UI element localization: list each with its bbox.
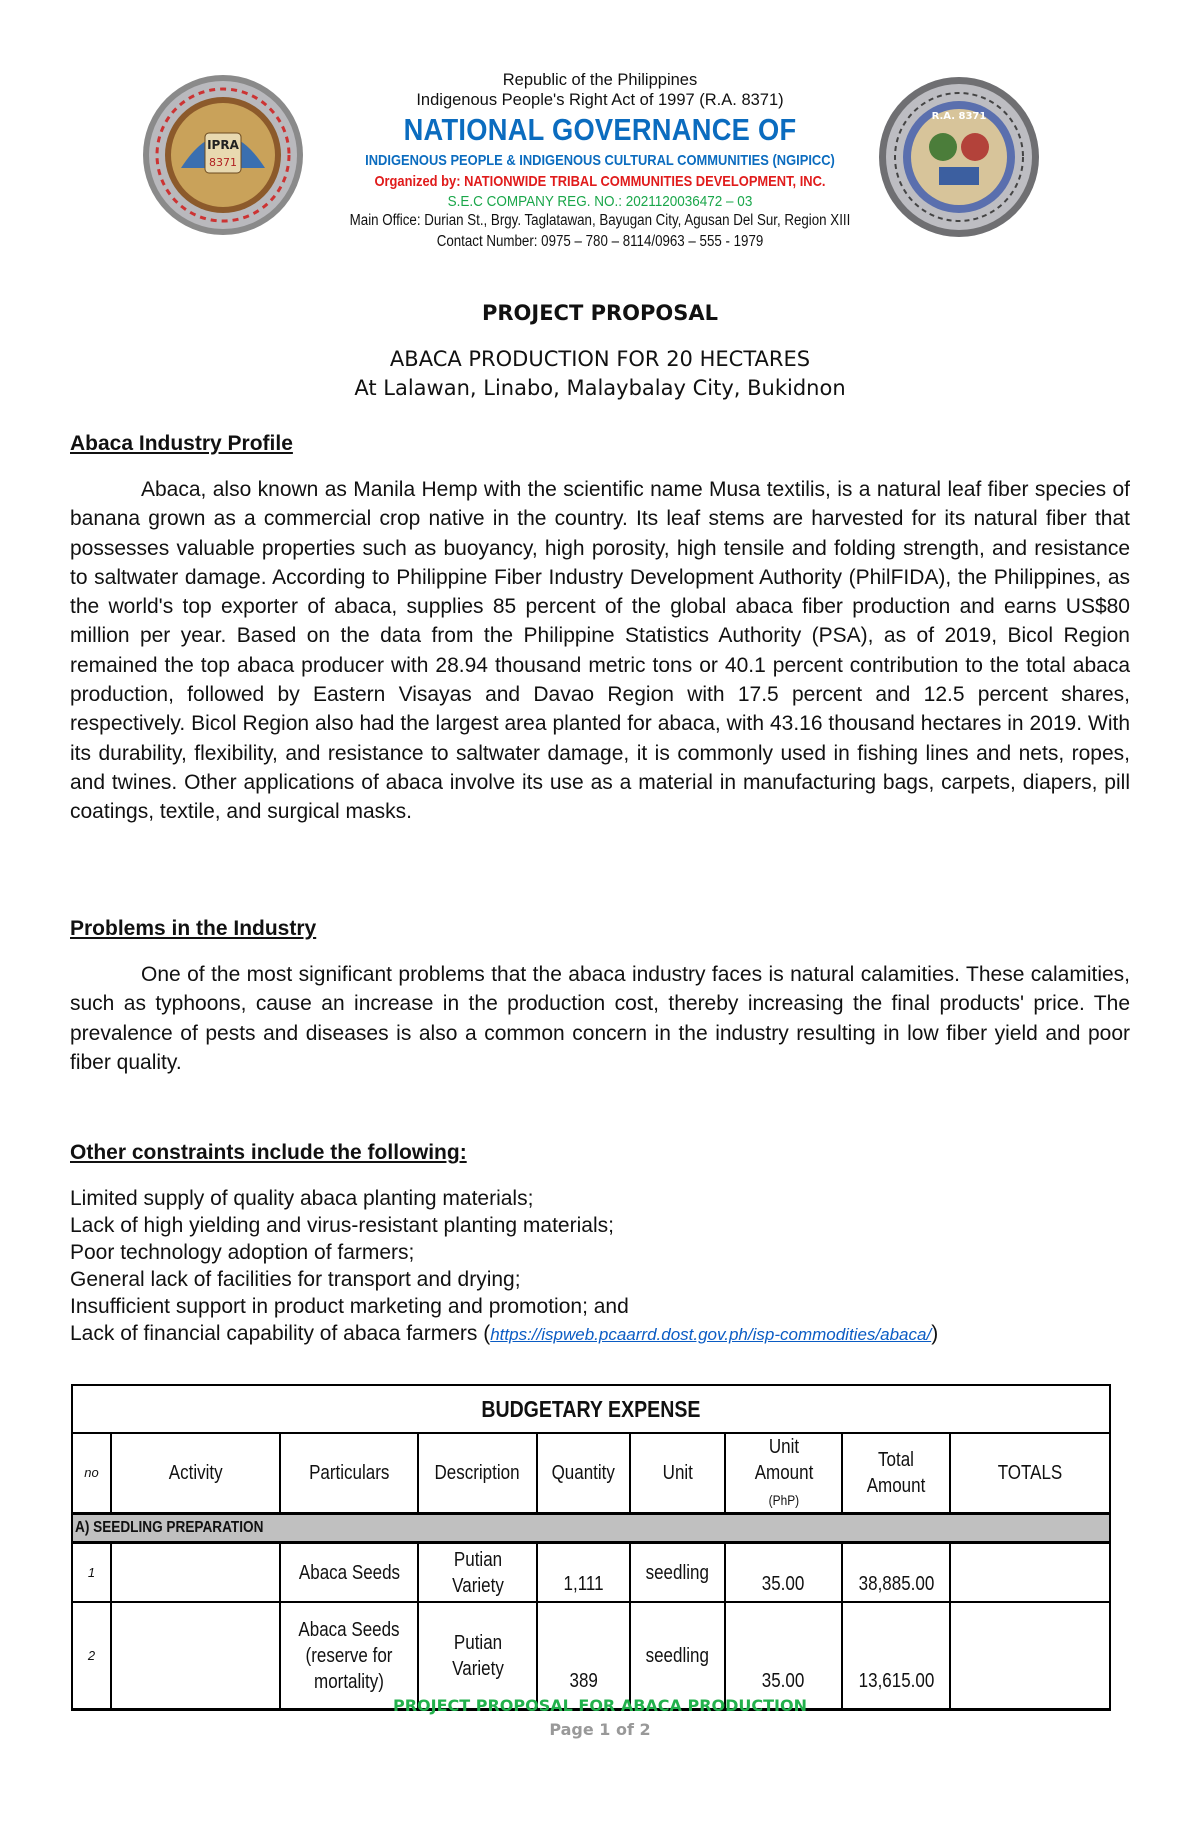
letterhead-republic: Republic of the Philippines [502,71,698,89]
cell-unit: seedling [630,1602,725,1710]
constraint-item: Lack of financial capability of abaca farmers (https://ispweb.pcaarrd.dost.gov.ph/isp-commodities/abaca/) [70,1322,939,1345]
problems-paragraph: One of the most significant problems that the abaca industry faces is natural calamities. These calamities, such as typhoons, cause an increase in the production cost, thereby increasing the final products' price. The prevalence of pests and diseases is also a common concern in the industry resulting in low fiber yield and poor fiber quality. [70,963,1130,1074]
cell-unit-amount: 35.00 [725,1543,842,1603]
cell-unit-amount: 35.00 [725,1602,842,1710]
cell-totals [950,1543,1110,1603]
cell-unit: seedling [630,1543,725,1603]
letterhead-contact: Contact Number: 0975 – 780 – 8114/0963 – 555 - 1979 [436,233,764,250]
header-description: Description [418,1433,537,1514]
letterhead-organizer: Organized by: NATIONWIDE TRIBAL COMMUNITIES DEVELOPMENT, INC. [374,173,826,190]
cell-total-amount: 38,885.00 [842,1543,950,1603]
document-location: At Lalawan, Linabo, Malaybalay City, Bukidnon [354,376,846,400]
constraint-item: Lack of high yielding and virus-resistant planting materials; [70,1214,614,1237]
cell-particulars: Abaca Seeds [280,1543,418,1603]
constraints-list [70,1185,1130,1348]
table-row [72,1543,1110,1603]
letterhead-act: Indigenous People's Right Act of 1997 (R.A. 8371) [416,91,784,109]
budgetary-expense-table [71,1384,1111,1711]
constraint-item: Insufficient support in product marketing and promotion; and [70,1295,629,1318]
footer-title: PROJECT PROPOSAL FOR ABACA PRODUCTION [392,1696,807,1715]
svg-text:IPRA: IPRA [207,138,239,152]
table-row [72,1602,1110,1710]
header-total-amount: Total Amount [842,1433,950,1514]
letterhead-org-name: NATIONAL GOVERNANCE OF [403,112,797,147]
header-particulars: Particulars [280,1433,418,1514]
problems-heading: Problems in the Industry [70,917,317,940]
footer-page-number: Page 1 of 2 [549,1720,651,1739]
constraint-item-text: Lack of financial capability of abaca farmers [70,1322,478,1345]
letterhead-main-office: Main Office: Durian St., Brgy. Taglatawan, Bayugan City, Agusan Del Sur, Region XIII [349,212,851,229]
svg-text:R.A. 8371: R.A. 8371 [931,111,987,122]
table-header-row [72,1433,1110,1514]
cell-particulars: Abaca Seeds (reserve for mortality) [280,1602,418,1710]
letterhead-sec-reg: S.E.C COMPANY REG. NO.: 2021120036472 – 03 [447,193,753,210]
constraint-item: Limited supply of quality abaca planting materials; [70,1187,534,1210]
header-totals: TOTALS [950,1433,1110,1514]
profile-paragraph: Abaca, also known as Manila Hemp with the scientific name Musa textilis, is a natural leaf fiber species of banana grown as a commercial crop native in the country. Its leaf stems are harvested for its natural fiber that possesses valuable properties such as buoyancy, high porosity, high tensile and folding strength, and resistance to saltwater damage. According to Philippine Fiber Industry Development Authority (PhilFIDA), the Philippines, as the world's top exporter of abaca, supplies 85 percent of the global abaca fiber production and earns US$80 million per year. Based on the data from the Philippine Statistics Authority (PSA), as of 2019, Bicol Region remained the top abaca producer with 28.94 thousand metric tons or 40.1 percent contribution to the total abaca production, followed by Eastern Visayas and Davao Region with 17.5 percent and 12.5 percent shares, respectively. Bicol Region also had the largest area planted for abaca, with 43.16 thousand hectares in 2019. With its durability, flexibility, and resistance to saltwater damage, it is commonly used in fishing lines and nets, ropes, and twines. Other applications of abaca involve its use as a material in manufacturing bags, carpets, diapers, pill coatings, textile, and surgical masks. [70,478,1130,824]
header-unit: Unit [630,1433,725,1514]
cell-totals [950,1602,1110,1710]
profile-heading: Abaca Industry Profile [70,432,293,455]
svg-text:8371: 8371 [209,156,237,169]
header-quantity: Quantity [537,1433,630,1514]
document-title: ABACA PRODUCTION FOR 20 HECTARES [389,347,811,371]
constraint-item: Poor technology adoption of farmers; [70,1241,415,1264]
letterhead-org-sub: INDIGENOUS PEOPLE & INDIGENOUS CULTURAL COMMUNITIES (NGIPICC) [365,152,835,169]
cell-description: Putian Variety [418,1602,537,1710]
source-link[interactable]: https://ispweb.pcaarrd.dost.gov.ph/isp-commodities/abaca/ [490,1325,932,1344]
constraints-heading: Other constraints include the following: [70,1141,467,1164]
cell-description: Putian Variety [418,1543,537,1603]
cell-no: 1 [72,1543,111,1603]
cell-quantity: 1,111 [537,1543,630,1603]
header-no: no [72,1433,111,1514]
header-unit-amount: Unit Amount (PhP) [725,1433,842,1514]
cell-no: 2 [72,1602,111,1710]
cell-activity [111,1602,280,1710]
cell-activity [111,1543,280,1603]
document-type: PROJECT PROPOSAL [481,301,719,325]
header-activity: Activity [111,1433,280,1514]
constraint-item: General lack of facilities for transport and drying; [70,1268,521,1291]
cell-quantity: 389 [537,1602,630,1710]
table-title: BUDGETARY EXPENSE [72,1385,1110,1433]
cell-total-amount: 13,615.00 [842,1602,950,1710]
section-seedling-preparation: A) SEEDLING PREPARATION [72,1514,1110,1543]
